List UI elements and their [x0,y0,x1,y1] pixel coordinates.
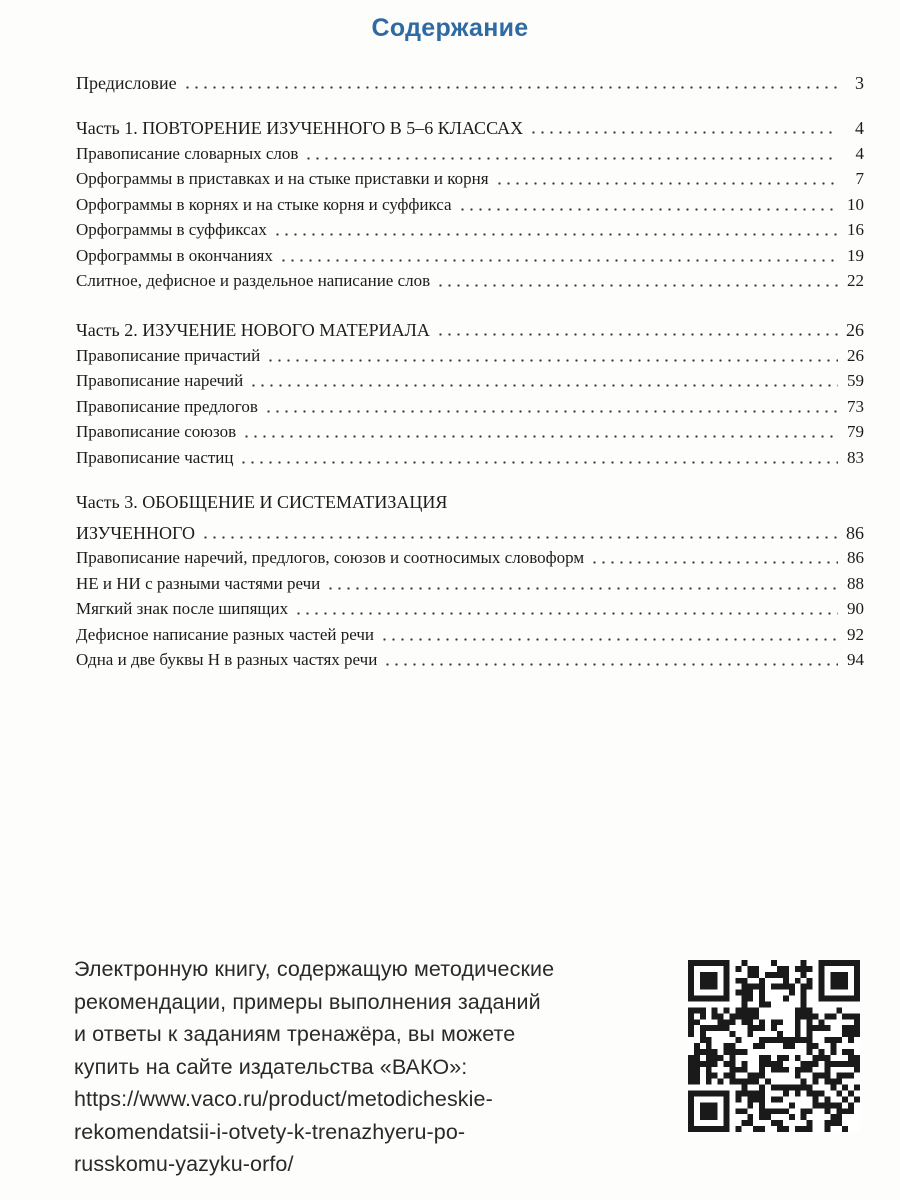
toc-entry[interactable] [76,417,864,443]
toc-entry-label: Правописание словарных слов [76,143,299,163]
toc-entry-page: 79 [847,422,864,441]
toc-entry-page: 92 [847,624,864,644]
dot-leader [590,561,838,564]
toc-entry[interactable] [76,391,864,417]
dot-leader [239,461,838,464]
dot-leader [304,157,838,160]
toc-entry[interactable] [76,189,864,215]
toc-part-2-heading[interactable] [76,313,864,340]
toc-entry-page: 22 [847,271,864,290]
toc-entry[interactable] [76,366,864,392]
dot-leader [201,536,838,539]
page-title: Содержание [371,14,529,42]
toc-entry-label: Правописание предлогов [76,396,258,416]
toc-part-3-items [76,543,864,671]
toc-entry-page: 86 [847,548,864,567]
toc-entry-label: НЕ и НИ с разными частями речи [76,573,321,593]
toc-entry-label: Дефисное написание разных частей речи [76,624,374,644]
dot-leader [436,333,838,336]
toc-entry[interactable] [76,543,864,569]
toc-entry-page: 19 [847,245,864,265]
toc-entry-label: Орфограммы в суффиксах [76,220,267,239]
dot-leader [249,384,838,387]
toc-entry-page: 3 [855,73,864,93]
dot-leader [183,86,838,89]
toc-part-1-heading[interactable] [76,111,864,138]
toc-entry-label: Орфограммы в приставках и на стыке приставки и корня [76,169,489,188]
toc-part-3-heading-line1: Часть 3. ОБОБЩЕНИЕ И СИСТЕМАТИЗАЦИЯ [76,491,448,512]
dot-leader [264,410,838,413]
toc-entry-label: Часть 1. ПОВТОРЕНИЕ ИЗУЧЕННОГО В 5–6 КЛАССАХ [76,118,524,138]
toc-entry-label: Слитное, дефисное и раздельное написание слов [76,271,431,290]
dot-leader [273,233,838,236]
toc-entry-page: 73 [847,396,864,416]
toc-entry-label: Одна и две буквы Н в разных частях речи [76,650,378,669]
toc-entry[interactable] [76,568,864,594]
toc-part-3-heading[interactable] [76,516,864,543]
toc-entry-label: ИЗУЧЕННОГО [76,522,195,543]
dot-leader [326,587,838,590]
toc-entry-label: Правописание союзов [76,422,237,441]
promo-line[interactable]: https://www.vaco.ru/product/metodicheskie- [74,1087,493,1111]
promo-line: Электронную книгу, содержащую методические [74,957,555,981]
promo-line: купить на сайте издательства «ВАКО»: [74,1054,468,1079]
toc-entry-page: 4 [855,118,864,138]
toc-entry-page: 7 [855,169,864,188]
dot-leader [380,638,838,641]
toc-entry-label: Орфограммы в окончаниях [76,245,273,265]
toc-entry-page: 88 [847,573,864,593]
dot-leader [529,131,838,134]
promo-line[interactable]: rekomendatsii-i-otvety-k-trenazhyeru-po- [74,1119,466,1144]
toc-entry-page: 90 [847,599,864,618]
ebook-promo-text [74,953,674,1181]
toc-entry-page: 94 [847,650,864,669]
toc-entry-label: Предисловие [76,73,177,93]
toc-entry[interactable] [76,215,864,241]
dot-leader [294,612,838,615]
dot-leader [266,359,838,362]
toc-entry-page: 26 [846,320,864,340]
toc-entry-page: 59 [847,371,864,390]
dot-leader [383,663,838,666]
toc-entry[interactable] [76,340,864,366]
dot-leader [495,182,838,185]
toc-entry[interactable] [76,164,864,190]
dot-leader [242,435,838,438]
toc-entry-label: Правописание частиц [76,447,234,467]
toc-entry-label: Правописание наречий, предлогов, союзов и соотносимых словоформ [76,548,585,567]
toc-part-1-items [76,138,864,291]
toc-entry-label: Орфограммы в корнях и на стыке корня и суффикса [76,194,452,214]
promo-line: и ответы к заданиям тренажёра, вы можете [74,1022,516,1046]
toc-entry-page: 26 [847,345,864,365]
toc-entry[interactable] [76,240,864,266]
toc-part-2-items [76,340,864,468]
toc-entry[interactable] [76,645,864,671]
toc-entry[interactable] [76,619,864,645]
toc-entry[interactable] [76,594,864,620]
toc-entry-page: 10 [847,194,864,214]
dot-leader [458,208,838,211]
toc-entry-page: 4 [855,143,864,163]
toc-entry-page: 86 [846,522,864,543]
toc-entry-label: Правописание причастий [76,345,261,365]
promo-line[interactable]: russkomu-yazyku-orfo/ [74,1152,294,1176]
toc-entry[interactable] [76,266,864,292]
qr-code[interactable] [688,960,860,1132]
toc-entry-page: 83 [847,447,864,467]
toc-entry[interactable] [76,138,864,164]
toc-entry-label: Правописание наречий [76,371,244,390]
toc-entry-page: 16 [847,220,864,239]
promo-line: рекомендации, примеры выполнения заданий [74,989,541,1014]
toc-entry-preface[interactable] [76,66,864,93]
table-of-contents [76,66,864,670]
toc-entry-label: Мягкий знак после шипящих [76,599,289,618]
dot-leader [279,259,838,262]
toc-entry[interactable] [76,442,864,468]
toc-entry-label: Часть 2. ИЗУЧЕНИЕ НОВОГО МАТЕРИАЛА [76,320,430,340]
dot-leader [436,284,838,287]
